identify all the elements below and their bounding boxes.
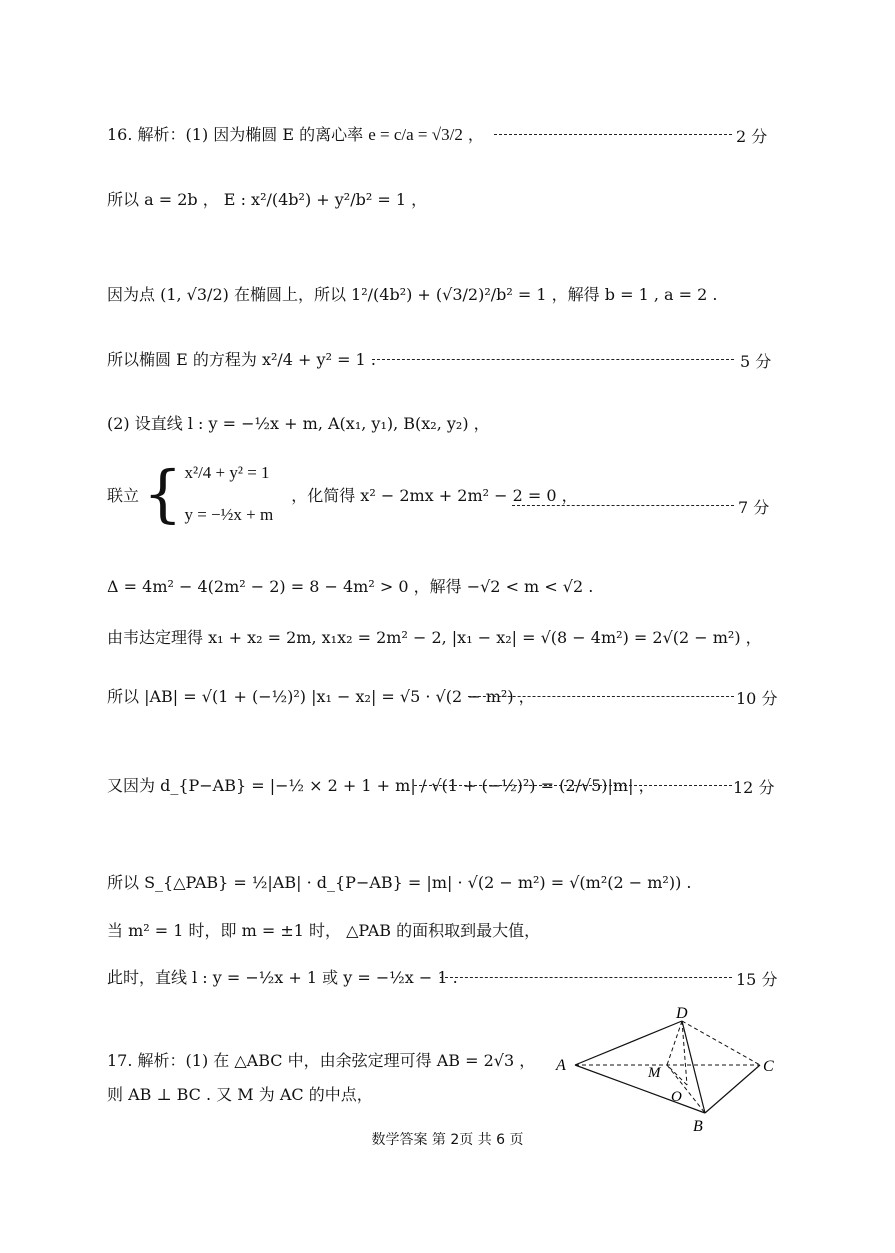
p16-line-5: (2) 设直线 l : y = −½x + m, A(x₁, y₁), B(x₂, y₂) ，: [107, 414, 490, 433]
page-footer: 数学答案 第 2页 共 6 页: [371, 1132, 524, 1148]
score-mark-4: 10 分: [736, 689, 778, 708]
p16-line-9: 所以 |AB| = √(1 + (−½)²) |x₁ − x₂| = √5 · √(2 − m²) ，: [107, 687, 535, 706]
p17-line-2: 则 AB ⊥ BC . 又 M 为 AC 的中点，: [107, 1085, 373, 1104]
score-mark-2: 5 分: [740, 352, 772, 371]
pyramid-figure: [550, 1005, 790, 1135]
dash-leader-6: [440, 977, 732, 978]
label-m: M: [648, 1065, 661, 1081]
label-o: O: [671, 1089, 682, 1105]
eccentricity-formula: e = c/a = √3/2: [368, 125, 463, 144]
p16-line-11: 所以 S_{△PAB} = ½|AB| · d_{P−AB} = |m| · √(2 − m²) = √(m²(2 − m²)) .: [107, 873, 692, 892]
p16-line-2: 所以 a = 2b ， E : x²/(4b²) + y²/b² = 1 ，: [107, 190, 428, 209]
dash-leader-1: [494, 134, 732, 135]
dash-leader-3: [512, 505, 734, 506]
score-mark-6: 15 分: [736, 970, 778, 989]
system-brace: {: [143, 457, 183, 530]
p17-line-1: 17. 解析：(1) 在 △ABC 中，由余弦定理可得 AB = 2√3 ，: [107, 1051, 536, 1070]
label-d: D: [676, 1005, 688, 1022]
label-c: C: [763, 1058, 774, 1075]
p16-line-4: 所以椭圆 E 的方程为 x²/4 + y² = 1 .: [107, 350, 376, 369]
p16-line-7: Δ = 4m² − 4(2m² − 2) = 8 − 4m² > 0 ，解得 −√2 < m < √2 .: [107, 577, 594, 596]
p16-line-1: 16. 解析：(1) 因为椭圆 E 的离心率 e = c/a = √3/2 ，: [107, 125, 484, 144]
dash-leader-5: [414, 785, 732, 786]
label-a: A: [556, 1057, 566, 1074]
p16-line-8: 由韦达定理得 x₁ + x₂ = 2m, x₁x₂ = 2m² − 2, |x₁ − x₂| = √(8 − 4m²) = 2√(2 − m²) ，: [107, 628, 762, 647]
score-mark-1: 2 分: [736, 127, 768, 146]
p16-line-13: 此时，直线 l : y = −½x + 1 或 y = −½x − 1 .: [107, 968, 458, 987]
dash-leader-2: [372, 359, 734, 360]
system-eq-1: x²/4 + y² = 1: [184, 463, 270, 482]
label-b: B: [693, 1118, 703, 1135]
p16-intro: 16. 解析：(1) 因为椭圆 E 的离心率: [107, 125, 369, 144]
p16-line-3: 因为点 (1, √3/2) 在椭圆上，所以 1²/(4b²) + (√3/2)²/b² = 1 ，解得 b = 1 , a = 2 .: [107, 285, 718, 304]
equation-system: [184, 463, 273, 525]
simplified-equation: ，化简得 x² − 2mx + 2m² − 2 = 0 ，: [291, 485, 578, 505]
p16-line-6: [107, 457, 578, 530]
system-eq-2: y = −½x + m: [184, 505, 274, 524]
score-mark-3: 7 分: [738, 498, 770, 517]
dash-leader-4: [468, 696, 734, 697]
p16-line-10: 又因为 d_{P−AB} = |−½ × 2 + 1 + m| / √(1 + (−½)²) = (2/√5)|m| ，: [107, 776, 655, 795]
score-mark-5: 12 分: [733, 778, 775, 797]
system-label: 联立: [107, 485, 140, 505]
p16-line-12: 当 m² = 1 时，即 m = ±1 时， △PAB 的面积取到最大值，: [107, 921, 541, 940]
